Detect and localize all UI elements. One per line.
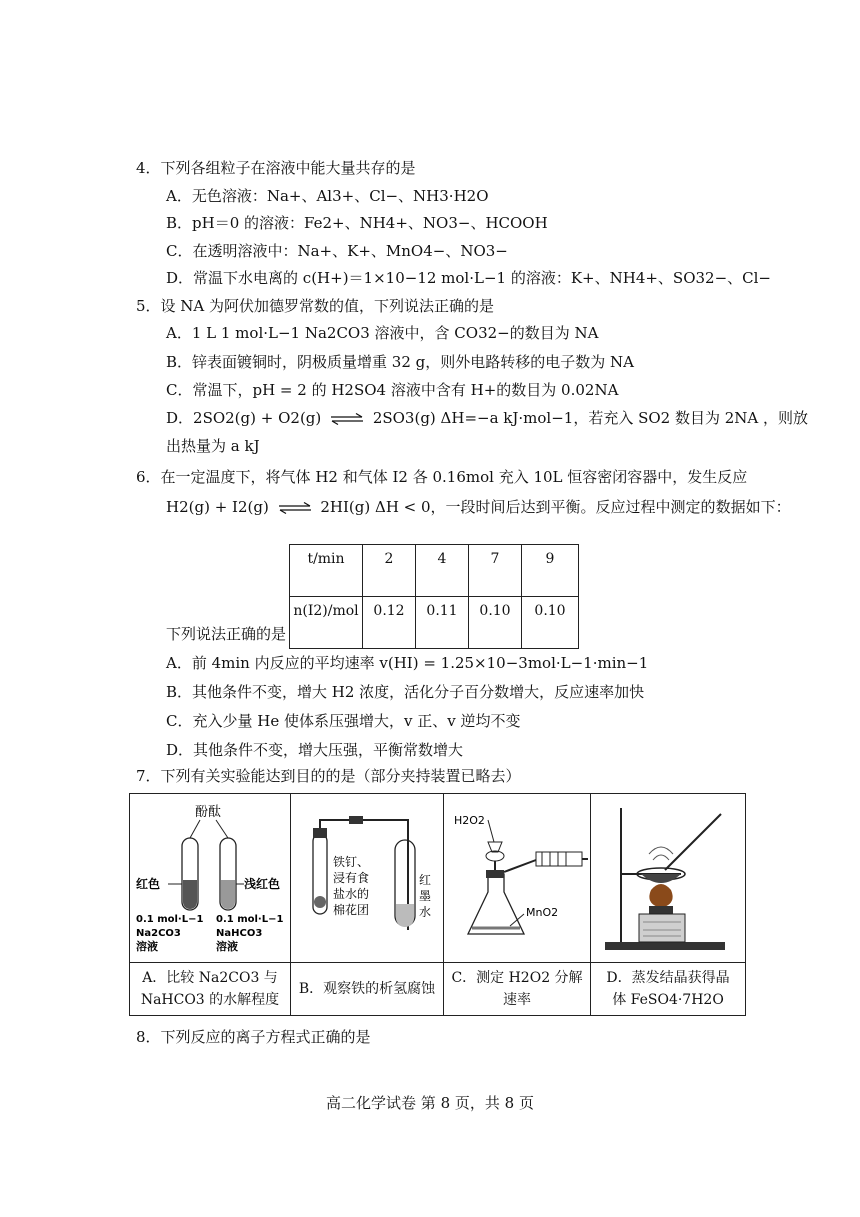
equilibrium-arrow-icon <box>330 413 364 425</box>
table-row <box>290 545 579 597</box>
table-cell: 2 <box>363 545 416 597</box>
q4-option-b: B．pH＝0 的溶液：Fe2+、NH4+、NO3−、HCOOH <box>166 214 548 232</box>
q6-option-d: D．其他条件不变，增大压强，平衡常数增大 <box>166 741 464 759</box>
q7-experiment-table <box>129 793 746 1016</box>
test-tubes-diagram <box>130 794 290 962</box>
q5-option-c: C．常温下，pH = 2 的 H2SO4 溶液中含有 H+的数目为 0.02NA <box>166 381 619 399</box>
q5-option-a: A．1 L 1 mol·L−1 Na2CO3 溶液中，含 CO32−的数目为 NA <box>166 324 599 342</box>
right-solution-tail: 溶液 <box>216 940 238 953</box>
table-row <box>130 963 746 1016</box>
light-red-label: 浅红色 <box>244 877 281 891</box>
q4-stem: 4．下列各组粒子在溶液中能大量共存的是 <box>136 159 416 177</box>
table-row <box>130 794 746 963</box>
table-cell: 0.12 <box>363 597 416 649</box>
corrosion-apparatus-diagram <box>291 794 443 962</box>
ink-label-2: 墨 <box>419 889 432 903</box>
phenolphthalein-label: 酚酞 <box>194 805 222 820</box>
q4-option-a: A．无色溶液：Na+、Al3+、Cl−、NH3·H2O <box>166 187 489 205</box>
iron-label-2: 浸有食 <box>333 871 370 885</box>
left-solution-tail: 溶液 <box>136 940 158 953</box>
equilibrium-arrow-icon <box>278 502 312 514</box>
q6-prompt: 下列说法正确的是 <box>166 625 287 643</box>
table-cell: 9 <box>522 545 579 597</box>
iron-label-1: 铁钉、 <box>333 855 370 869</box>
h2o2-label: H2O2 <box>454 814 485 827</box>
q6-stem: 6．在一定温度下，将气体 H2 和气体 I2 各 0.16mol 充入 10L 恒容密闭容器中，发生反应 <box>136 468 748 486</box>
q4-option-d: D．常温下水电离的 c(H+)＝1×10−12 mol·L−1 的溶液：K+、NH4+、SO32−、Cl− <box>166 269 771 287</box>
q5-option-b: B．锌表面镀铜时，阴极质量增重 32 g，则外电路转移的电子数为 NA <box>166 353 634 371</box>
left-conc-label: 0.1 mol·L−1 <box>136 914 204 925</box>
q5-option-d-cont: 出热量为 a kJ <box>166 437 260 455</box>
experiment-a-caption <box>130 963 291 1016</box>
q6-reaction <box>166 497 791 517</box>
caption-line: 体 FeSO4·7H2O <box>612 992 724 1008</box>
ink-label-3: 水 <box>419 905 432 919</box>
table-row <box>290 597 579 649</box>
experiment-c-caption <box>444 963 591 1016</box>
q5-stem: 5．设 NA 为阿伏加德罗常数的值，下列说法正确的是 <box>136 297 495 315</box>
table-cell: 0.10 <box>522 597 579 649</box>
caption-line: D．蒸发结晶获得晶 <box>606 970 730 986</box>
iron-label-3: 盐水的 <box>333 887 370 901</box>
table-header-time: t/min <box>290 545 363 597</box>
caption-line: C．测定 H2O2 分解 <box>451 970 583 986</box>
experiment-b-figure <box>291 794 444 963</box>
mno2-label: MnO2 <box>526 906 559 919</box>
q4-option-c: C．在透明溶液中：Na+、K+、MnO4−、NO3− <box>166 242 508 260</box>
evaporation-apparatus-diagram <box>591 794 745 962</box>
caption-line: NaHCO3 的水解程度 <box>140 992 280 1008</box>
q6-reaction-left: H2(g) + I2(g) <box>166 498 269 516</box>
q5-option-d-left: D．2SO2(g) + O2(g) <box>166 409 322 427</box>
table-cell: 7 <box>469 545 522 597</box>
q8-stem: 8．下列反应的离子方程式正确的是 <box>136 1028 371 1046</box>
table-cell: 0.11 <box>416 597 469 649</box>
red-label: 红色 <box>136 877 161 891</box>
table-header-amount: n(I2)/mol <box>290 597 363 649</box>
left-solution-label: Na2CO3 <box>136 928 181 939</box>
q7-stem: 7．下列有关实验能达到目的的是（部分夹持装置已略去） <box>136 767 521 785</box>
table-cell: 0.10 <box>469 597 522 649</box>
table-cell: 4 <box>416 545 469 597</box>
decomposition-apparatus-diagram <box>444 794 590 962</box>
q6-data-table <box>289 544 579 649</box>
experiment-d-caption <box>591 963 746 1016</box>
caption-line: A．比较 Na2CO3 与 <box>142 970 278 986</box>
caption-line: 速率 <box>503 992 531 1008</box>
experiment-d-figure <box>591 794 746 963</box>
experiment-b-caption <box>291 963 444 1016</box>
right-solution-label: NaHCO3 <box>216 928 263 939</box>
right-conc-label: 0.1 mol·L−1 <box>216 914 284 925</box>
q6-option-b: B．其他条件不变，增大 H2 浓度，活化分子百分数增大，反应速率加快 <box>166 683 645 701</box>
iron-label-4: 棉花团 <box>333 903 370 917</box>
experiment-a-figure <box>130 794 291 963</box>
q6-option-c: C．充入少量 He 使体系压强增大，v 正、v 逆均不变 <box>166 712 521 730</box>
ink-label-1: 红 <box>419 873 432 887</box>
q6-reaction-right: 2HI(g) ΔH < 0，一段时间后达到平衡。反应过程中测定的数据如下： <box>320 498 791 516</box>
caption-line: B．观察铁的析氢腐蚀 <box>298 981 436 997</box>
q5-option-d-right: 2SO3(g) ΔH=−a kJ·mol−1，若充入 SO2 数目为 2NA ，则放 <box>372 409 809 427</box>
q5-option-d <box>166 408 808 428</box>
experiment-c-figure <box>444 794 591 963</box>
page-footer: 高二化学试卷 第 8 页，共 8 页 <box>326 1094 534 1112</box>
q6-option-a: A．前 4min 内反应的平均速率 v(HI) = 1.25×10−3mol·L−1·min−1 <box>166 654 649 672</box>
